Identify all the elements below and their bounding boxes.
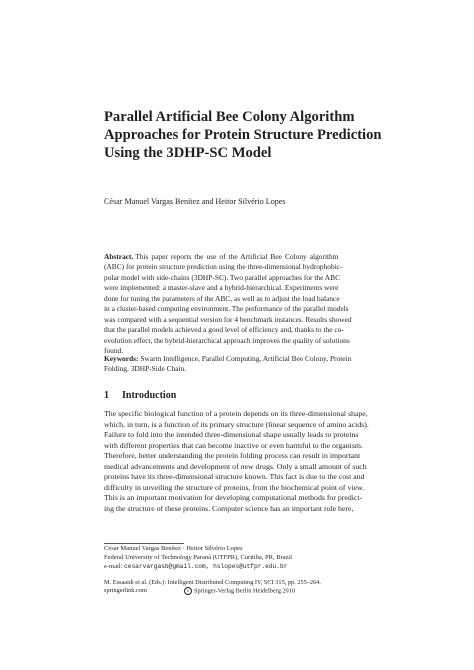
abstract-line: that the parallel models achieved a good level of efficiency and, thanks to the co-: [104, 325, 344, 335]
abstract-line: were implemented: a master-slave and a hybrid-hierarchical. Experiments were: [104, 283, 339, 293]
footnote-affiliation: Federal University of Technology Paraná (UTFPR), Curitiba, PR, Brazil: [104, 553, 293, 561]
keywords: [104, 354, 374, 375]
body-line: The specific biological function of a protein depends on its three-dimensional shape,: [104, 409, 368, 418]
body-line: difficulty in unveiling the structure of proteins, from the biochemical point of view.: [104, 482, 365, 492]
body-line: ing the structure of these proteins. Computer science has an important role here,: [104, 503, 354, 513]
paper-title: [104, 108, 404, 162]
title-line: Approaches for Protein Structure Prediction: [104, 127, 382, 143]
body-line: medical advancements and development of new drugs. Only a small amount of such: [104, 461, 367, 471]
title-line: Parallel Artificial Bee Colony Algorithm: [104, 109, 355, 125]
abstract: [104, 252, 374, 357]
section-title: Introduction: [122, 390, 177, 401]
pubinfo-line: [104, 587, 374, 595]
abstract-line: was compared with a sequential version for 4 benchmark instances. Results showed: [104, 314, 352, 324]
keywords-line: [104, 354, 374, 364]
pubinfo-line: M. Essaaidi et al. (Eds.): Intelligent Distributed Computing IV, SCI 315, pp. 255–264.: [104, 579, 321, 586]
abstract-line: polar model with side-chains (3DHP-SC). Two parallel approaches for the ABC: [104, 272, 341, 282]
abstract-line: done for tuning the parameters of the ABC, as well as to adjust the load balance: [104, 293, 340, 303]
section-number: 1: [104, 390, 109, 401]
abstract-line: found.: [104, 346, 124, 356]
email-addresses[interactable]: cesarvargasb@gmail.com, hslopes@utfpr.edu.br: [124, 562, 288, 570]
body-line: with different properties that can become inactive or even harmful to the organism.: [104, 440, 363, 450]
section-heading: [104, 390, 176, 402]
abstract-line: (ABC) for protein structure prediction using the three-dimensional hydrophobic-: [104, 262, 343, 272]
springerlink-text[interactable]: springerlink.com: [104, 587, 147, 595]
keywords-label: Keywords:: [104, 354, 139, 363]
footnote-divider: [104, 543, 184, 544]
publication-info: [104, 579, 374, 596]
abstract-label: Abstract.: [104, 252, 134, 261]
author-list: César Manuel Vargas Benítez and Heitor Silvério Lopes: [104, 197, 286, 206]
body-line: Therefore, better understanding the protein folding process can result in important: [104, 451, 361, 460]
abstract-line: evolution effect, the hybrid-hierarchical approach improves the quality of solutions: [104, 335, 350, 345]
introduction-body: [104, 409, 374, 514]
keywords-text: Swarm Intelligence, Parallel Computing, Artificial Bee Colony, Protein: [140, 354, 352, 363]
copyright-icon: c: [184, 587, 192, 595]
keywords-line: Folding, 3DHP-Side Chain.: [104, 364, 187, 374]
body-line: This is an important motivation for developing computational methods for predict-: [104, 493, 363, 502]
copyright-text: Springer-Verlag Berlin Heidelberg 2010: [194, 587, 296, 595]
body-line: Failure to fold into the intended three-dimensional shape usually leads to proteins: [104, 430, 359, 439]
abstract-line: [104, 252, 374, 262]
author-footnote: [104, 545, 292, 571]
title-line: Using the 3DHP-SC Model: [104, 145, 272, 161]
body-line: which, in turn, is a function of its primary structure (linear sequence of amino acids).: [104, 419, 369, 429]
abstract-line: in a cluster-based computing environment. The performance of the parallel models: [104, 304, 349, 314]
copyright-line: [184, 587, 295, 596]
body-line: proteins have its three-dimensional structure known. This fact is due to the cost and: [104, 472, 365, 481]
footnote-names: César Manuel Vargas Benítez · Heitor Silvério Lopes: [104, 545, 243, 552]
footnote-email-line: [104, 563, 292, 572]
email-label: e-mail:: [104, 562, 123, 570]
abstract-text: This paper reports the use of the Artificial Bee Colony algorithm: [135, 252, 339, 261]
